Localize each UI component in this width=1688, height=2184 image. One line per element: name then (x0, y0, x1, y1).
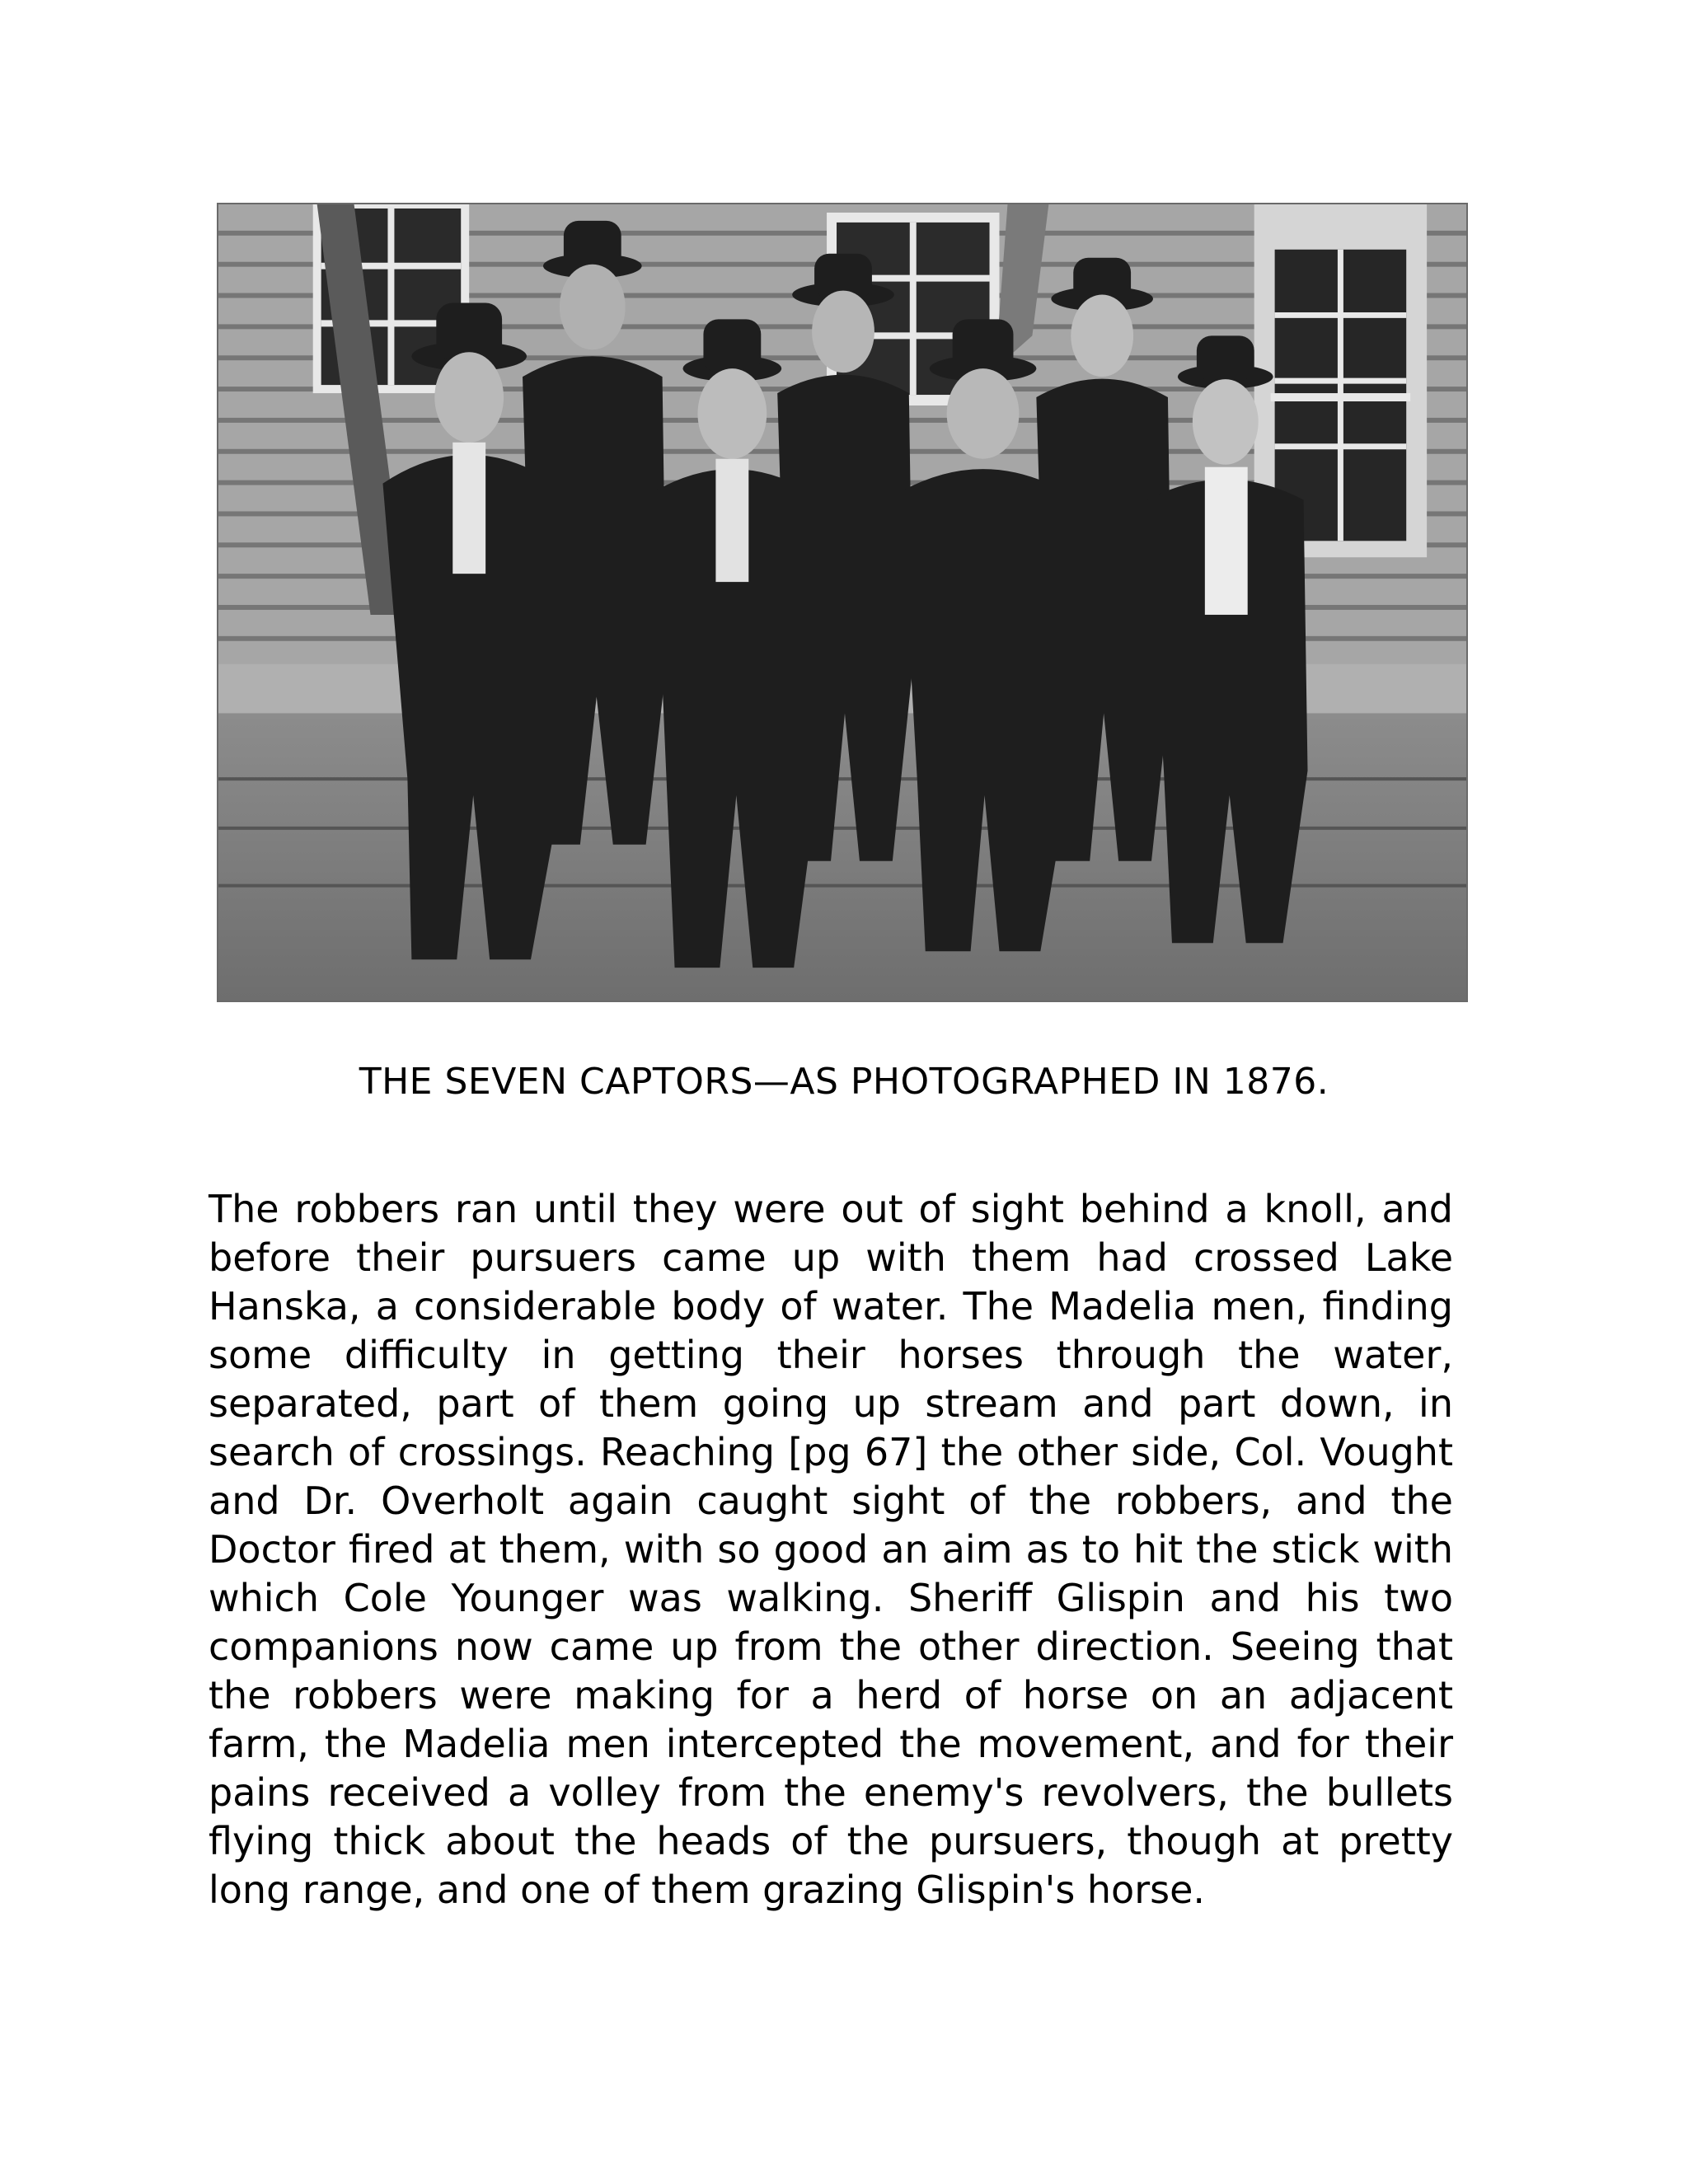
captors-photo-illustration (218, 204, 1466, 1001)
historical-photograph (217, 203, 1468, 1002)
figure-caption: THE SEVEN CAPTORS—AS PHOTOGRAPHED IN 1876. (359, 1061, 1329, 1103)
body-paragraph: The robbers ran until they were out of sight behind a knoll, and before their pursuers came up with them had crossed Lake Hanska, a considerable body of water. The Madelia men, finding some difficulty in getting their horses through the water, separated, part of them going up stream and part down, in search of crossings. Reaching [pg 67] the other side, Col. Vought and Dr. Overholt again caught sight of the robbers, and the Doctor fired at them, with so good an aim as to hit the stick with which Cole Younger was walking. Sheriff Glispin and his two companions now came up from the other direction. Seeing that the robbers were making for a herd of horse on an adjacent farm, the Madelia men intercepted the movement, and for their pains received a volley from the enemy's revolvers, the bullets flying thick about the heads of the pursuers, though at pretty long range, and one of them grazing Glispin's horse. (209, 1187, 1453, 1912)
